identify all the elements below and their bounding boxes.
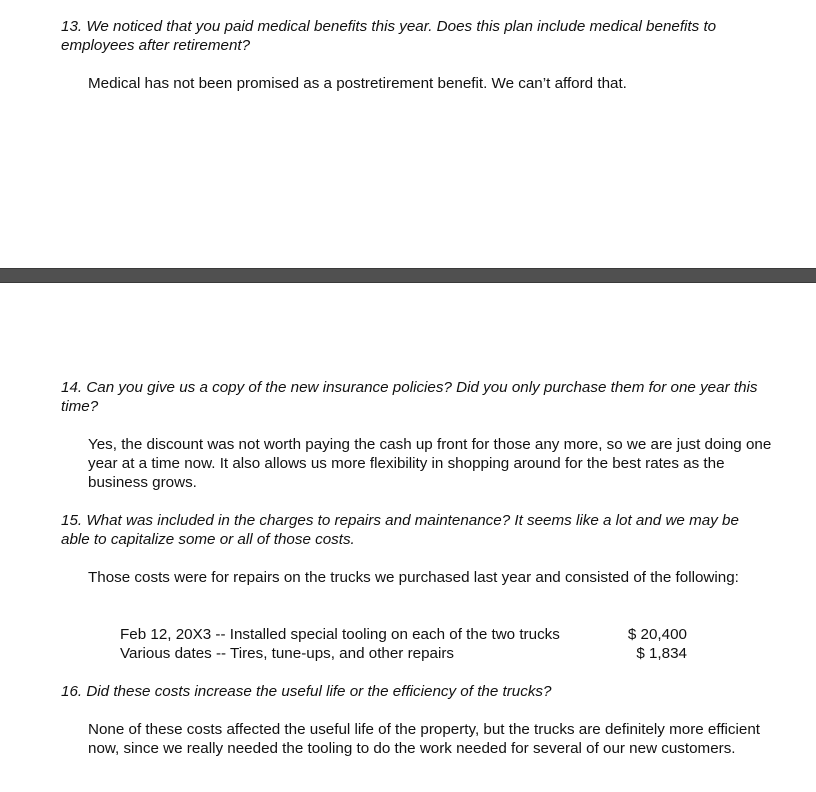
cost-item <box>120 625 720 644</box>
document-page-1 <box>0 0 816 268</box>
cost-item <box>120 644 720 663</box>
cost-amount: $ 20,400 <box>627 626 687 643</box>
cost-description: Various dates -- Tires, tune-ups, and other repairs <box>120 645 455 662</box>
answer-16: None of these costs affected the useful life of the property, but the trucks are definitely more efficient now, since we really needed the tooling to do the work needed for several of our new customers. <box>88 721 761 757</box>
question-13: 13. We noticed that you paid medical benefits this year. Does this plan include medical benefits to employees after retirement? <box>61 18 717 54</box>
question-16: 16. Did these costs increase the useful life or the efficiency of the trucks? <box>61 683 552 700</box>
question-14: 14. Can you give us a copy of the new insurance policies? Did you only purchase them for one year this time? <box>61 379 758 415</box>
cost-amount: $ 1,834 <box>636 645 687 662</box>
page-break-divider <box>0 268 816 283</box>
cost-description: Feb 12, 20X3 -- Installed special tooling on each of the two trucks <box>120 626 560 643</box>
answer-14: Yes, the discount was not worth paying the cash up front for those any more, so we are just doing one year at a time now. It also allows us more flexibility in shopping around for the best rates as the business grows. <box>88 436 772 491</box>
answer-15: Those costs were for repairs on the trucks we purchased last year and consisted of the following: <box>88 569 739 586</box>
answer-13: Medical has not been promised as a postretirement benefit. We can’t afford that. <box>88 75 627 92</box>
document-page-2 <box>0 283 816 792</box>
question-15: 15. What was included in the charges to repairs and maintenance? It seems like a lot and we may be able to capitalize some or all of those costs. <box>61 512 739 548</box>
